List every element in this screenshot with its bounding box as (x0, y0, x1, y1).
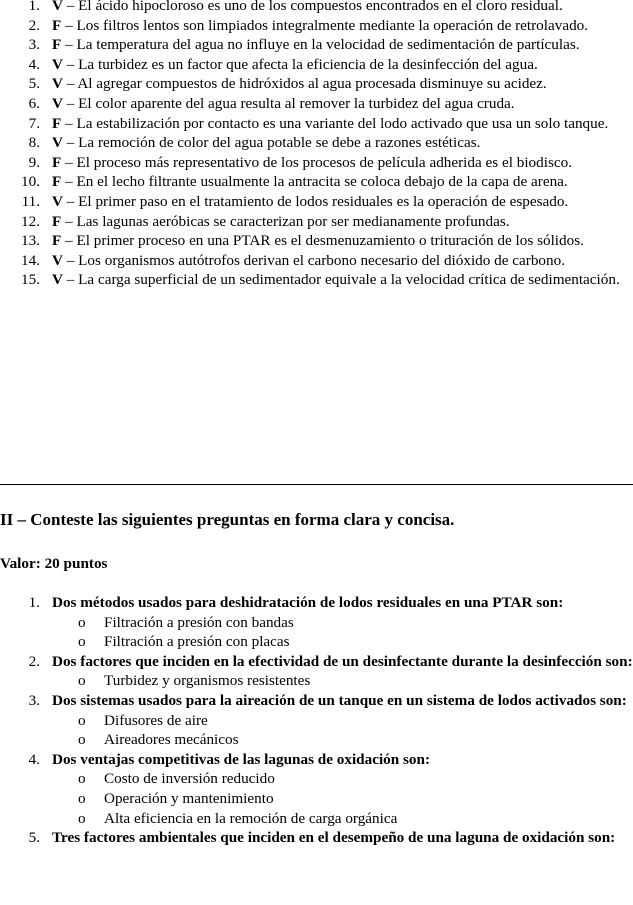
item-number: 13. (21, 232, 40, 250)
tf-item (0, 251, 633, 271)
answer-item (0, 632, 633, 652)
answer-key: V (52, 192, 63, 210)
answer-text: Filtración a presión con bandas (104, 613, 294, 631)
answer-item (0, 671, 633, 691)
section-2-title: II – Conteste las siguientes preguntas en forma clara y concisa. (0, 510, 455, 529)
answer-text: Filtración a presión con placas (104, 633, 290, 651)
question-item (0, 652, 633, 672)
answer-text: Aireadores mecánicos (104, 731, 239, 749)
item-number: 14. (21, 251, 40, 269)
bullet-marker: o (78, 731, 86, 749)
bullet-marker: o (78, 789, 86, 807)
item-number: 3. (28, 36, 40, 54)
answer-text: Operación y mantenimiento (104, 789, 274, 807)
tf-item (0, 94, 633, 114)
statement-text: – El ácido hipocloroso es uno de los compuestos encontrados en el cloro residual. (62, 0, 563, 14)
item-number: 9. (28, 153, 40, 171)
question-list (0, 593, 633, 848)
statement-text: – El primer proceso en una PTAR es el desmenuzamiento o trituración de los sólidos. (61, 232, 584, 250)
tf-item (0, 0, 633, 16)
answer-key: F (52, 16, 62, 34)
true-false-answer-list (0, 0, 633, 290)
tf-item (0, 55, 633, 75)
tf-item (0, 114, 633, 134)
tf-item (0, 270, 633, 290)
bullet-marker: o (78, 711, 86, 729)
answer-item (0, 613, 633, 633)
statement-text: – El primer paso en el tratamiento de lodos residuales es la operación de espesado. (62, 192, 569, 210)
answer-key: F (52, 173, 62, 191)
statement-text: – El proceso más representativo de los procesos de película adherida es el biodisco. (61, 153, 573, 171)
statement-text: – Las lagunas aeróbicas se caracterizan por ser medianamente profundas. (61, 212, 510, 230)
answer-item (0, 789, 633, 809)
question-text: Dos métodos usados para deshidratación de lodos residuales en una PTAR son: (52, 594, 564, 611)
item-number: 7. (28, 114, 40, 132)
answer-text: Alta eficiencia en la remoción de carga orgánica (104, 809, 398, 827)
tf-item (0, 153, 633, 173)
statement-text: – La carga superficial de un sedimentador equivale a la velocidad crítica de sedimentación. (62, 271, 620, 289)
statement-text: – Al agregar compuestos de hidróxidos al agua procesada disminuye su acidez. (62, 75, 547, 93)
bullet-marker: o (78, 770, 86, 788)
answer-key: V (52, 251, 63, 269)
question-item (0, 691, 633, 711)
section-2-points: Valor: 20 puntos (0, 555, 108, 572)
bullet-marker: o (78, 633, 86, 651)
question-text: Dos sistemas usados para la aireación de un tanque en un sistema de lodos activados son: (52, 691, 627, 709)
answer-key: F (52, 114, 62, 132)
item-number: 12. (21, 212, 40, 230)
answer-key: V (52, 0, 63, 14)
question-text: Dos ventajas competitivas de las lagunas de oxidación son: (52, 750, 431, 768)
bullet-marker: o (78, 809, 86, 827)
answer-key: V (52, 271, 63, 289)
question-text: Dos factores que inciden en la efectividad de un desinfectante durante la desinfección son: (52, 652, 633, 670)
item-number: 4. (28, 55, 40, 73)
question-number: 1. (28, 594, 40, 611)
item-number: 15. (21, 271, 40, 289)
answer-key: F (52, 153, 62, 171)
statement-text: – Los filtros lentos son limpiados integralmente mediante la operación de retrolavado. (61, 16, 589, 34)
statement-text: – La temperatura del agua no influye en la velocidad de sedimentación de partículas. (61, 36, 580, 54)
question-number: 5. (28, 829, 40, 847)
answer-key: F (52, 36, 62, 54)
statement-text: – La estabilización por contacto es una variante del lodo activado que usa un solo tanque. (61, 114, 609, 132)
answer-key: F (52, 232, 62, 250)
question-number: 2. (28, 652, 40, 670)
tf-item (0, 74, 633, 94)
answer-key: V (52, 75, 63, 93)
answer-item (0, 809, 633, 829)
answer-item (0, 711, 633, 731)
section-divider (0, 484, 633, 485)
item-number: 6. (28, 94, 40, 112)
tf-item (0, 133, 633, 153)
answer-text: Turbidez y organismos resistentes (104, 672, 311, 690)
answer-item (0, 769, 633, 789)
item-number: 5. (28, 75, 40, 93)
answer-key: F (52, 212, 62, 230)
tf-item (0, 16, 633, 36)
item-number: 1. (28, 0, 40, 14)
statement-text: – Los organismos autótrofos derivan el carbono necesario del dióxido de carbono. (62, 251, 566, 269)
question-number: 3. (28, 691, 40, 709)
tf-item (0, 212, 633, 232)
question-number: 4. (28, 750, 40, 768)
tf-item (0, 35, 633, 55)
bullet-marker: o (78, 613, 86, 631)
statement-text: – El color aparente del agua resulta al remover la turbidez del agua cruda. (62, 94, 515, 112)
question-item (0, 593, 633, 613)
statement-text: – En el lecho filtrante usualmente la antracita se coloca debajo de la capa de arena. (61, 173, 568, 191)
answer-key: V (52, 134, 63, 152)
answer-item (0, 730, 633, 750)
answer-key: V (52, 94, 63, 112)
statement-text: – La turbidez es un factor que afecta la eficiencia de la desinfección del agua. (62, 55, 538, 73)
item-number: 11. (21, 192, 40, 210)
item-number: 2. (28, 16, 40, 34)
answer-key: V (52, 55, 63, 73)
question-text: Tres factores ambientales que inciden en el desempeño de una laguna de oxidación son: (52, 829, 616, 847)
bullet-marker: o (78, 672, 86, 690)
item-number: 10. (21, 173, 40, 191)
answer-text: Costo de inversión reducido (104, 770, 275, 788)
item-number: 8. (28, 134, 40, 152)
answer-text: Difusores de aire (104, 711, 208, 729)
question-item (0, 828, 633, 848)
statement-text: – La remoción de color del agua potable se debe a razones estéticas. (62, 134, 481, 152)
tf-item (0, 192, 633, 212)
tf-item (0, 231, 633, 251)
tf-item (0, 172, 633, 192)
question-item (0, 750, 633, 770)
